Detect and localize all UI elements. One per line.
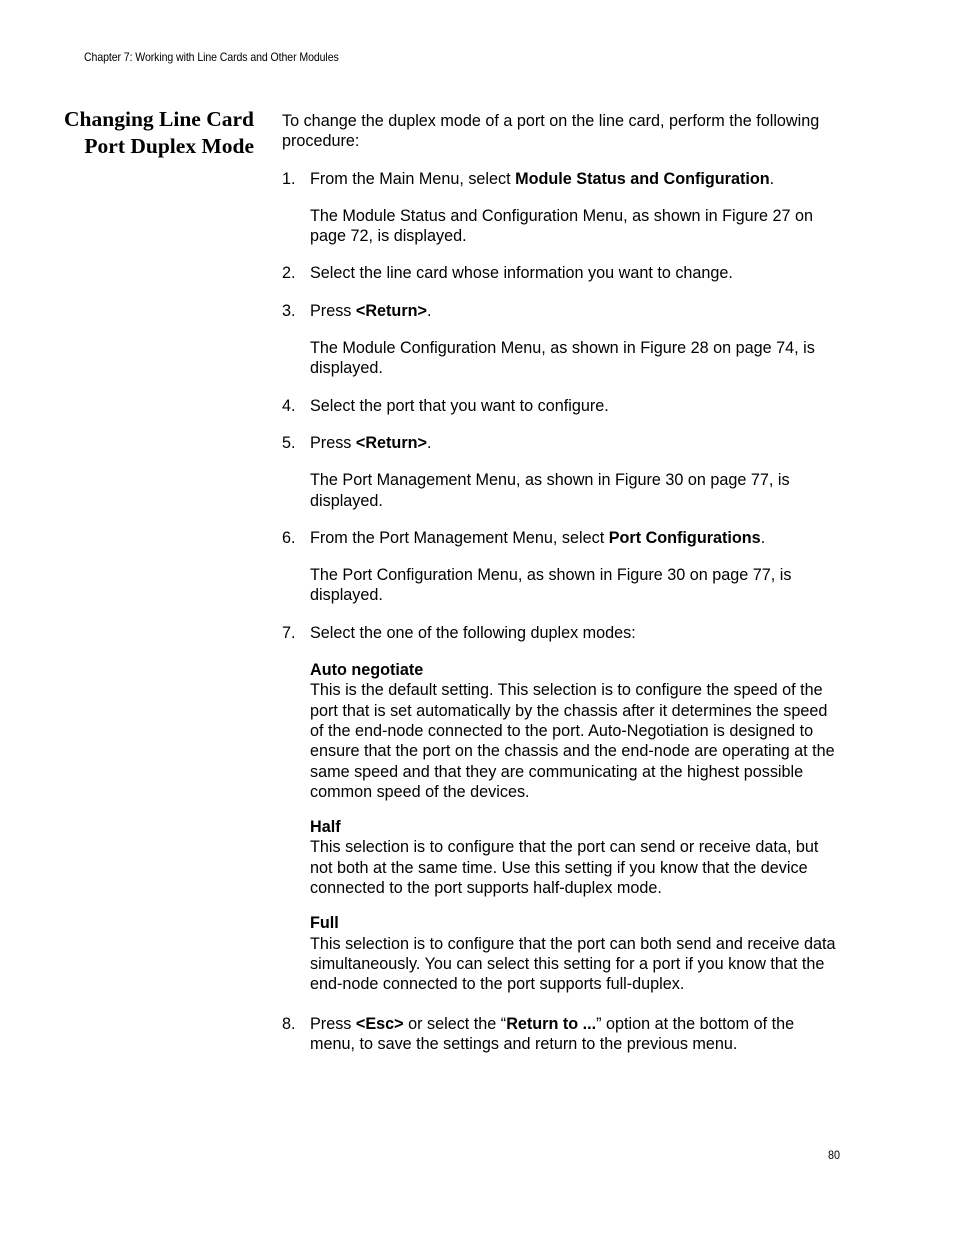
step-text: Press — [310, 301, 356, 320]
step-7 — [282, 623, 842, 643]
option-title: Half — [310, 818, 341, 837]
step-number: 1. — [282, 169, 296, 188]
step-emphasis: Module Status and Configuration — [515, 169, 770, 188]
step-8: 8. Press <Esc> or select the “Return to ...” option at the bottom of the menu, to save the settings and return to the previous menu. — [282, 1014, 795, 1053]
step-emphasis: <Esc> — [355, 1014, 404, 1033]
step-number: 5. — [282, 433, 296, 452]
step-5: 5. Press <Return>. — [282, 433, 432, 452]
step-3: 3. Press <Return>. — [282, 301, 432, 320]
step-text: Press — [310, 1014, 356, 1033]
option-description: This selection is to configure that the port can send or receive data, but not both at the same time. Use this setting if you know that the device connected to the port supports half-duplex mode. — [310, 838, 819, 898]
step-2 — [282, 263, 842, 283]
intro-paragraph: To change the duplex mode of a port on the line card, perform the following procedure: — [282, 112, 820, 151]
step-text: Select the port that you want to configure. — [310, 396, 609, 415]
step-6-note: The Port Configuration Menu, as shown in Figure 30 on page 77, is displayed. — [310, 566, 792, 605]
option-title: Auto negotiate — [310, 661, 424, 680]
step-number: 2. — [282, 264, 296, 283]
step-text: Select the one of the following duplex modes: — [310, 623, 636, 642]
step-number: 6. — [282, 528, 296, 547]
step-number: 3. — [282, 301, 296, 320]
step-1-note: The Module Status and Configuration Menu, as shown in Figure 27 on page 72, is displayed. — [310, 206, 814, 246]
running-header: Chapter 7: Working with Line Cards and Other Modules — [84, 50, 339, 64]
page-number: 80 — [828, 1148, 841, 1162]
option-description: This selection is to configure that the port can both send and receive data simultaneously. You can select this setting for a port if you know that the end-node connected to the port supports full-duplex. — [310, 934, 836, 994]
option-half — [310, 817, 842, 898]
step-emphasis: <Return> — [355, 433, 427, 452]
step-emphasis: Port Configurations — [608, 528, 761, 547]
option-description: This is the default setting. This selection is to configure the speed of the port that is set automatically by the chassis after it determines the speed of the end-node connected to the port. Auto-Negotiation is designed to ensure that the port on the chassis and the end-node are operating at the same speed and that they are communicating at the highest possible common speed of the devices. — [310, 681, 835, 801]
step-4 — [282, 396, 842, 416]
step-1: 1. From the Main Menu, select Module Status and Configuration. — [282, 169, 775, 188]
step-text: From the Main Menu, select — [310, 169, 516, 188]
step-number: 8. — [282, 1014, 296, 1033]
step-emphasis: Return to ... — [506, 1014, 597, 1033]
option-full — [310, 913, 842, 994]
option-auto-negotiate — [310, 660, 842, 802]
step-text: Press — [310, 433, 356, 452]
section-heading: Changing Line Card Port Duplex Mode — [64, 107, 254, 158]
step-3-note: The Module Configuration Menu, as shown in Figure 28 on page 74, is displayed. — [310, 339, 815, 378]
body-content — [282, 111, 842, 1071]
step-number: 4. — [282, 396, 296, 415]
step-text: From the Port Management Menu, select — [310, 528, 609, 547]
step-text: Select the line card whose information you want to change. — [310, 264, 733, 283]
step-5-note: The Port Management Menu, as shown in Figure 30 on page 77, is displayed. — [310, 471, 790, 510]
step-6: 6. From the Port Management Menu, select Port Configurations. — [282, 528, 766, 547]
step-number: 7. — [282, 623, 296, 642]
option-title: Full — [310, 914, 339, 933]
step-emphasis: <Return> — [355, 301, 427, 320]
